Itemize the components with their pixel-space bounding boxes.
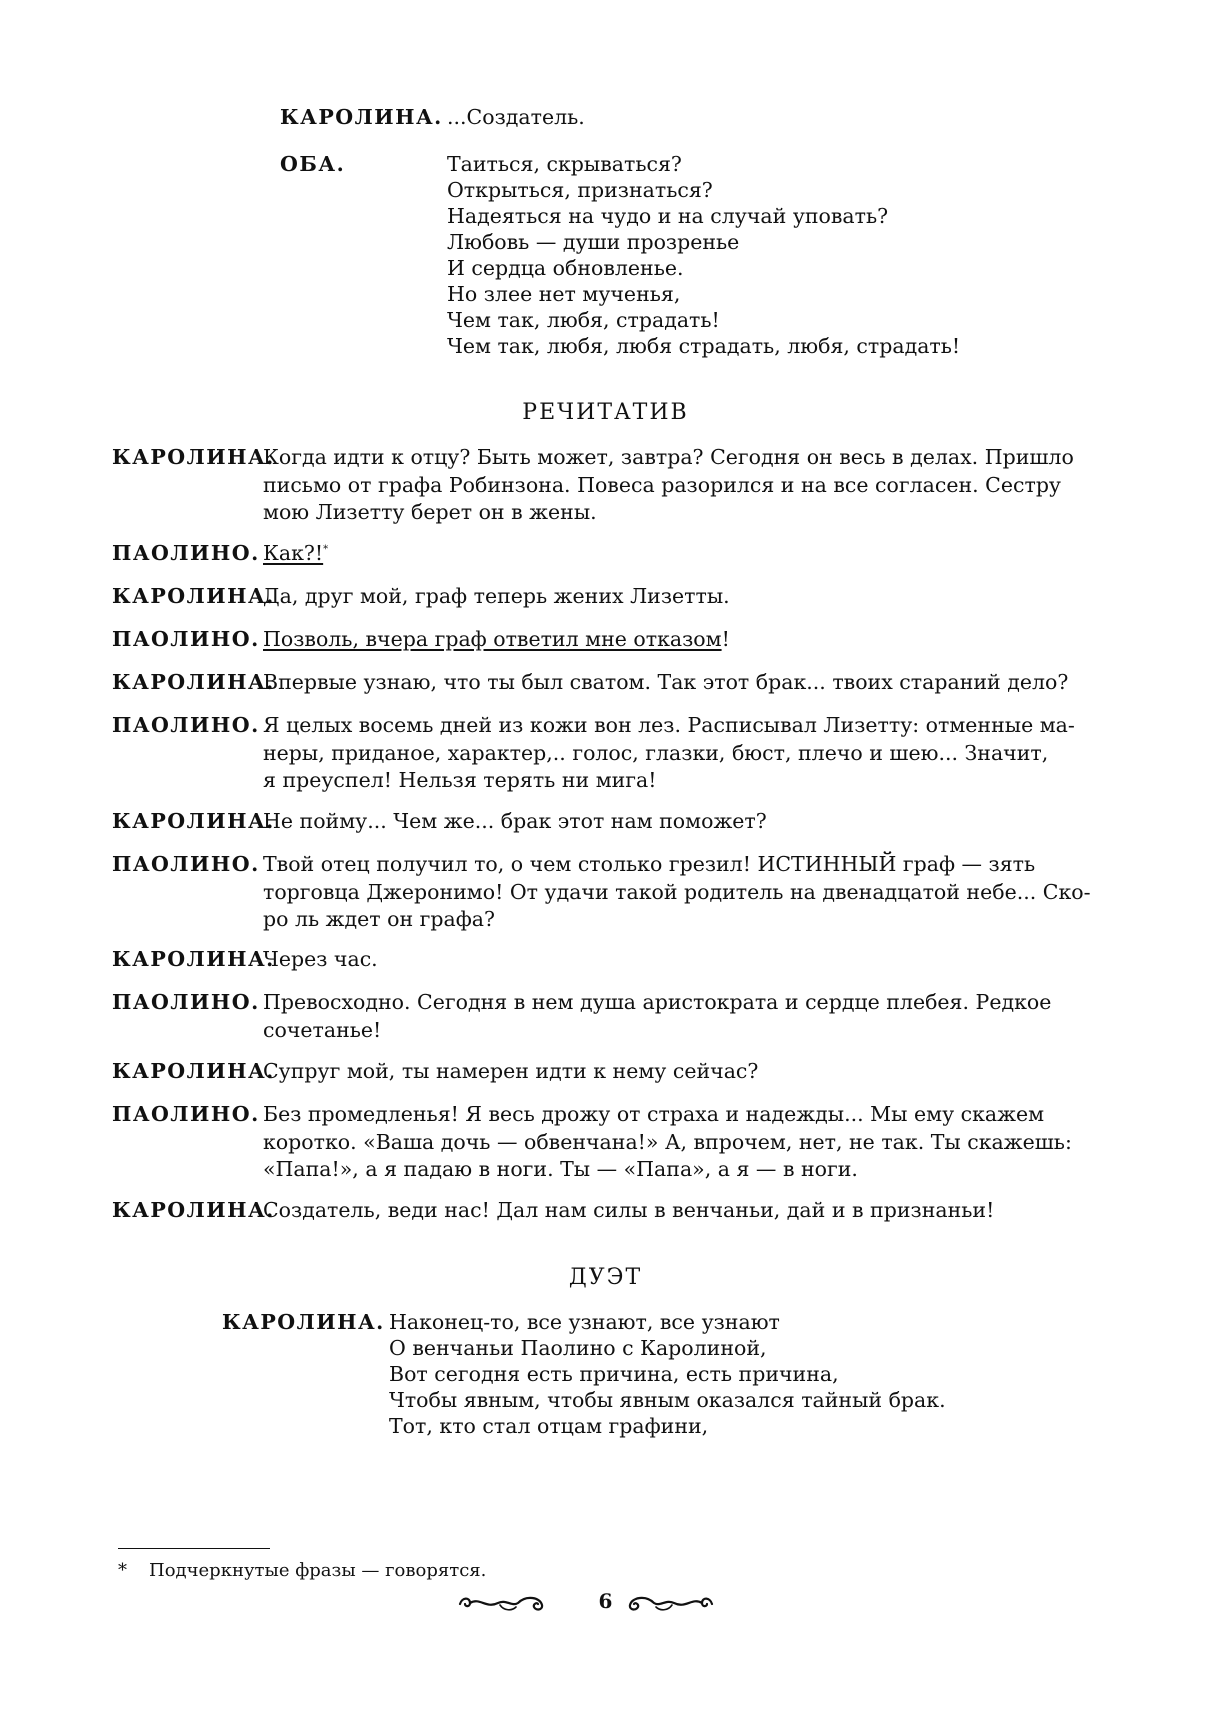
verse-line: Чтобы явным, чтобы явным оказался тайный брак. [389, 1388, 946, 1412]
speech-text [263, 540, 328, 568]
speaker-label: ПАОЛИНО. [112, 541, 260, 565]
speaker-label: КАРОЛИНА. [280, 105, 443, 129]
footnote-mark: * [118, 1560, 127, 1581]
section-heading: ДУЭТ [568, 1265, 643, 1290]
verse-line: Чем так, любя, страдать! [447, 308, 720, 332]
speech-line: Без промедленья! Я весь дрожу от страха и надежды... Мы ему скажем [263, 1102, 1045, 1126]
speaker-label: КАРОЛИНА. [112, 584, 275, 608]
speech-line: торговца Джеронимо! От удачи такой родитель на двенадцатой небе... Ско- [263, 879, 1091, 904]
footnote [118, 1557, 486, 1585]
speech-line: Не пойму... Чем же... брак этот нам поможет? [263, 809, 767, 833]
verse-line: Вот сегодня есть причина, есть причина, [389, 1362, 839, 1386]
speaker-label: ПАОЛИНО. [112, 990, 260, 1014]
spoken-phrase: Как?! [263, 541, 324, 565]
speech-line: Превосходно. Сегодня в нем душа аристократа и сердце плебея. Редкое [263, 990, 1052, 1014]
speaker-label: ПАОЛИНО. [112, 852, 260, 876]
verse-line: Любовь — души прозренье [447, 230, 740, 254]
speaker-label: КАРОЛИНА. [112, 445, 275, 469]
punctuation: ! [721, 627, 730, 651]
footnote-rule [118, 1548, 270, 1549]
verse-line: Наконец-то, все узнают, все узнают [389, 1310, 780, 1334]
speech-text [263, 626, 730, 654]
speech-line: коротко. «Ваша дочь — обвенчана!» А, впрочем, нет, не так. Ты скажешь: [263, 1129, 1072, 1154]
speaker-label: ОБА. [280, 152, 346, 176]
speaker-label: КАРОЛИНА. [222, 1310, 385, 1334]
speech-line: Через час. [263, 947, 378, 971]
footnote-text: Подчеркнутые фразы — говорятся. [149, 1560, 487, 1581]
verse-line: Таиться, скрываться? [447, 152, 682, 176]
speech-line: «Папа!», а я падаю в ноги. Ты — «Папа», а я — в ноги. [263, 1157, 858, 1181]
footnote-mark: * [323, 544, 329, 556]
verse-line: Открыться, признаться? [447, 178, 713, 202]
speech-text [263, 712, 1075, 795]
speech-line: Когда идти к отцу? Быть может, завтра? Сегодня он весь в делах. Пришло [263, 445, 1074, 469]
speech-line: я преуспел! Нельзя терять ни мига! [263, 768, 657, 792]
right-ornament-icon [626, 1591, 716, 1615]
speech-line: Создатель, веди нас! Дал нам силы в венчаньи, дай и в признаньи! [263, 1198, 995, 1222]
speaker-label: ПАОЛИНО. [112, 1102, 260, 1126]
speech-line: Твой отец получил то, о чем столько грезил! ИСТИННЫЙ граф — зять [263, 852, 1036, 876]
speaker-label: КАРОЛИНА. [112, 947, 275, 971]
verse-line: Но злее нет мученья, [447, 282, 681, 306]
line-text: ...Создатель. [447, 105, 585, 129]
verse-line: Надеяться на чудо и на случай уповать? [447, 204, 889, 228]
verse-line: И сердца обновленье. [447, 256, 684, 280]
speech-text [263, 989, 1052, 1044]
verse-line: Чем так, любя, любя страдать, любя, страдать! [447, 334, 961, 358]
speech-line: неры, приданое, характер,.. голос, глазки, бюст, плечо и шею... Значит, [263, 740, 1049, 765]
speech-line: письмо от графа Робинзона. Повеса разорился и на все согласен. Сестру [263, 472, 1061, 497]
verse-line: Тот, кто стал отцам графини, [389, 1414, 709, 1438]
speech-line: Супруг мой, ты намерен идти к нему сейчас? [263, 1059, 759, 1083]
page-number: 6 [598, 1589, 613, 1613]
speaker-label: ПАОЛИНО. [112, 627, 260, 651]
speaker-label: КАРОЛИНА. [112, 1059, 275, 1083]
speech-line: Да, друг мой, граф теперь жених Лизетты. [263, 584, 730, 608]
speech-line: Впервые узнаю, что ты был сватом. Так этот брак... твоих стараний дело? [263, 670, 1069, 694]
speech-text [263, 444, 1074, 527]
speech-line: мою Лизетту берет он в жены. [263, 500, 597, 524]
speech-line: Я целых восемь дней из кожи вон лез. Расписывал Лизетту: отменные ма- [263, 713, 1075, 737]
speech-line: сочетанье! [263, 1017, 382, 1042]
verse-line: О венчаньи Паолино с Каролиной, [389, 1336, 767, 1360]
speaker-label: КАРОЛИНА. [112, 670, 275, 694]
spoken-phrase: Позволь, вчера граф ответил мне отказом [263, 627, 722, 651]
speech-text [263, 1101, 1072, 1184]
speech-line: ро ль ждет он графа? [263, 907, 496, 931]
speaker-label: КАРОЛИНА. [112, 1198, 275, 1222]
speech-text [263, 851, 1091, 934]
speaker-label: ПАОЛИНО. [112, 713, 260, 737]
section-heading: РЕЧИТАТИВ [522, 400, 689, 425]
speaker-label: КАРОЛИНА. [112, 809, 275, 833]
